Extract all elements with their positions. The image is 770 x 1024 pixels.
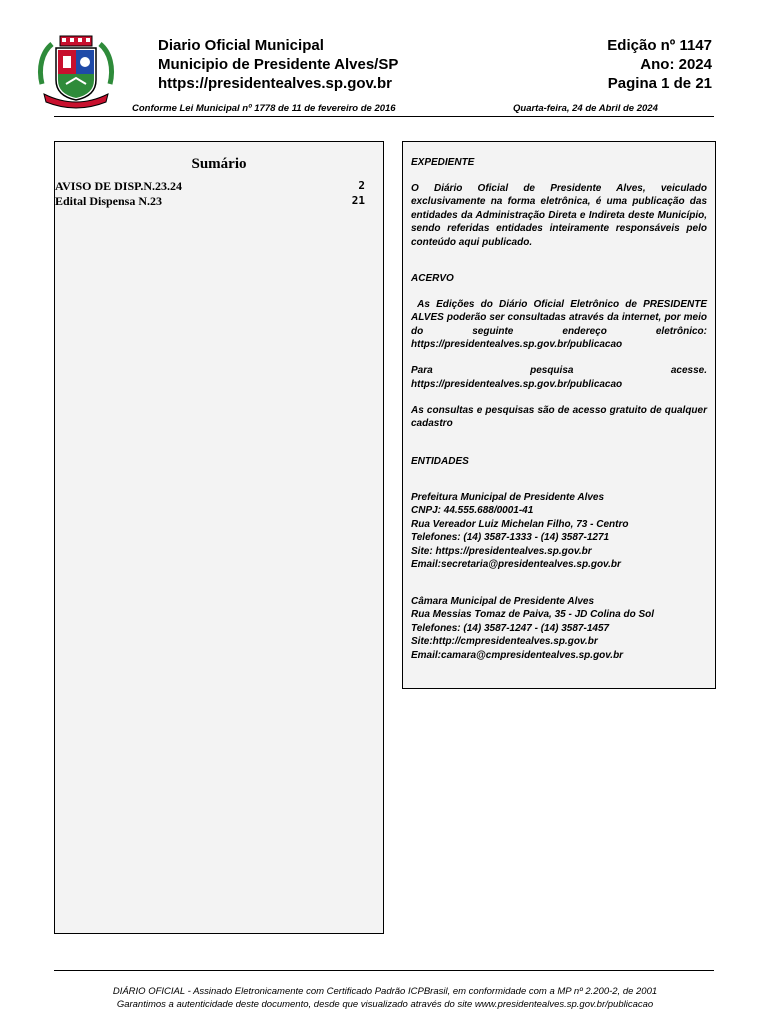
acervo-paragraph: As Edições do Diário Oficial Eletrônico de PRESIDENTE ALVES poderão ser consultadas através da internet, por meio do seguinte endereço eletrônico: bbox=[411, 299, 710, 337]
footer-signature-note: DIÁRIO OFICIAL - Assinado Eletronicamente com Certificado Padrão ICPBrasil, em conformidade com a MP nº 2.200-2, de 2001 bbox=[112, 986, 658, 997]
header-right bbox=[607, 36, 712, 93]
summary-item-label: AVISO DE DISP.N.23.24 bbox=[55, 179, 183, 193]
summary-item-page: 21 bbox=[351, 194, 365, 207]
municipal-coat-of-arms-icon bbox=[36, 34, 116, 110]
summary-title: Sumário bbox=[191, 156, 247, 172]
camara-address: Rua Messias Tomaz de Paiva, 35 - JD Colina do Sol bbox=[411, 609, 655, 621]
expediente-text: O Diário Oficial de Presidente Alves, veiculado exclusivamente na forma eletrônica, é uma publicação das entidades da Administração Direta e Indireta deste Município, sendo referidas entidades inteiramente responsáveis pelo conteúdo aqui publicado. bbox=[411, 183, 707, 248]
prefeitura-block bbox=[411, 491, 707, 571]
footer-authenticity-note: Garantimos a autenticidade deste documento, desde que visualizado através do site www.presidentealves.sp.gov.br/publicacao bbox=[116, 999, 654, 1010]
footer bbox=[0, 985, 770, 1011]
prefeitura-cnpj: CNPJ: 44.555.688/0001-41 bbox=[411, 505, 534, 517]
law-reference: Conforme Lei Municipal nº 1778 de 11 de fevereiro de 2016 bbox=[132, 103, 396, 114]
info-panel bbox=[402, 141, 716, 689]
publication-title: Diario Oficial Municipal bbox=[158, 37, 324, 54]
header-site-link[interactable]: https://presidentealves.sp.gov.br bbox=[158, 75, 392, 92]
summary-item[interactable] bbox=[55, 194, 383, 210]
camara-name: Câmara Municipal de Presidente Alves bbox=[411, 596, 595, 607]
camara-email[interactable]: Email:camara@cmpresidentealves.sp.gov.br bbox=[411, 649, 624, 661]
acervo-search-link[interactable]: https://presidentealves.sp.gov.br/publicacao bbox=[411, 379, 623, 390]
page-indicator: Pagina 1 de 21 bbox=[607, 75, 712, 92]
header-left bbox=[158, 36, 398, 93]
summary-item-page: 2 bbox=[358, 179, 365, 192]
header-divider bbox=[54, 116, 714, 117]
prefeitura-email[interactable]: Email:secretaria@presidentealves.sp.gov.br bbox=[411, 559, 621, 571]
prefeitura-name: Prefeitura Municipal de Presidente Alves bbox=[411, 492, 605, 503]
acervo-access-note: As consultas e pesquisas são de acesso gratuito de qualquer cadastro bbox=[411, 405, 707, 430]
camara-phones: Telefones: (14) 3587-1247 - (14) 3587-1457 bbox=[411, 622, 610, 634]
prefeitura-phones: Telefones: (14) 3587-1333 - (14) 3587-1271 bbox=[411, 532, 610, 544]
summary-item-label: Edital Dispensa N.23 bbox=[55, 194, 163, 208]
prefeitura-site[interactable]: Site: https://presidentealves.sp.gov.br bbox=[411, 545, 592, 557]
camara-site[interactable]: Site:http://cmpresidentealves.sp.gov.br bbox=[411, 636, 598, 648]
expediente-heading: EXPEDIENTE bbox=[411, 157, 475, 168]
camara-block bbox=[411, 595, 707, 662]
acervo-link[interactable]: https://presidentealves.sp.gov.br/publicacao bbox=[411, 339, 623, 350]
publication-date: Quarta-feira, 24 de Abril de 2024 bbox=[513, 103, 658, 114]
municipality-name: Municipio de Presidente Alves/SP bbox=[158, 56, 399, 73]
edition-year: Ano: 2024 bbox=[640, 56, 712, 73]
prefeitura-address: Rua Vereador Luiz Michelan Filho, 73 - Centro bbox=[411, 518, 629, 530]
edition-number: Edição nº 1147 bbox=[607, 37, 712, 54]
summary-item[interactable] bbox=[55, 179, 383, 195]
summary-panel bbox=[54, 141, 384, 934]
entidades-heading: ENTIDADES bbox=[411, 456, 469, 467]
acervo-heading: ACERVO bbox=[411, 273, 454, 284]
footer-divider bbox=[54, 970, 714, 971]
acervo-search-text: Para pesquisa acesse. bbox=[411, 365, 707, 376]
